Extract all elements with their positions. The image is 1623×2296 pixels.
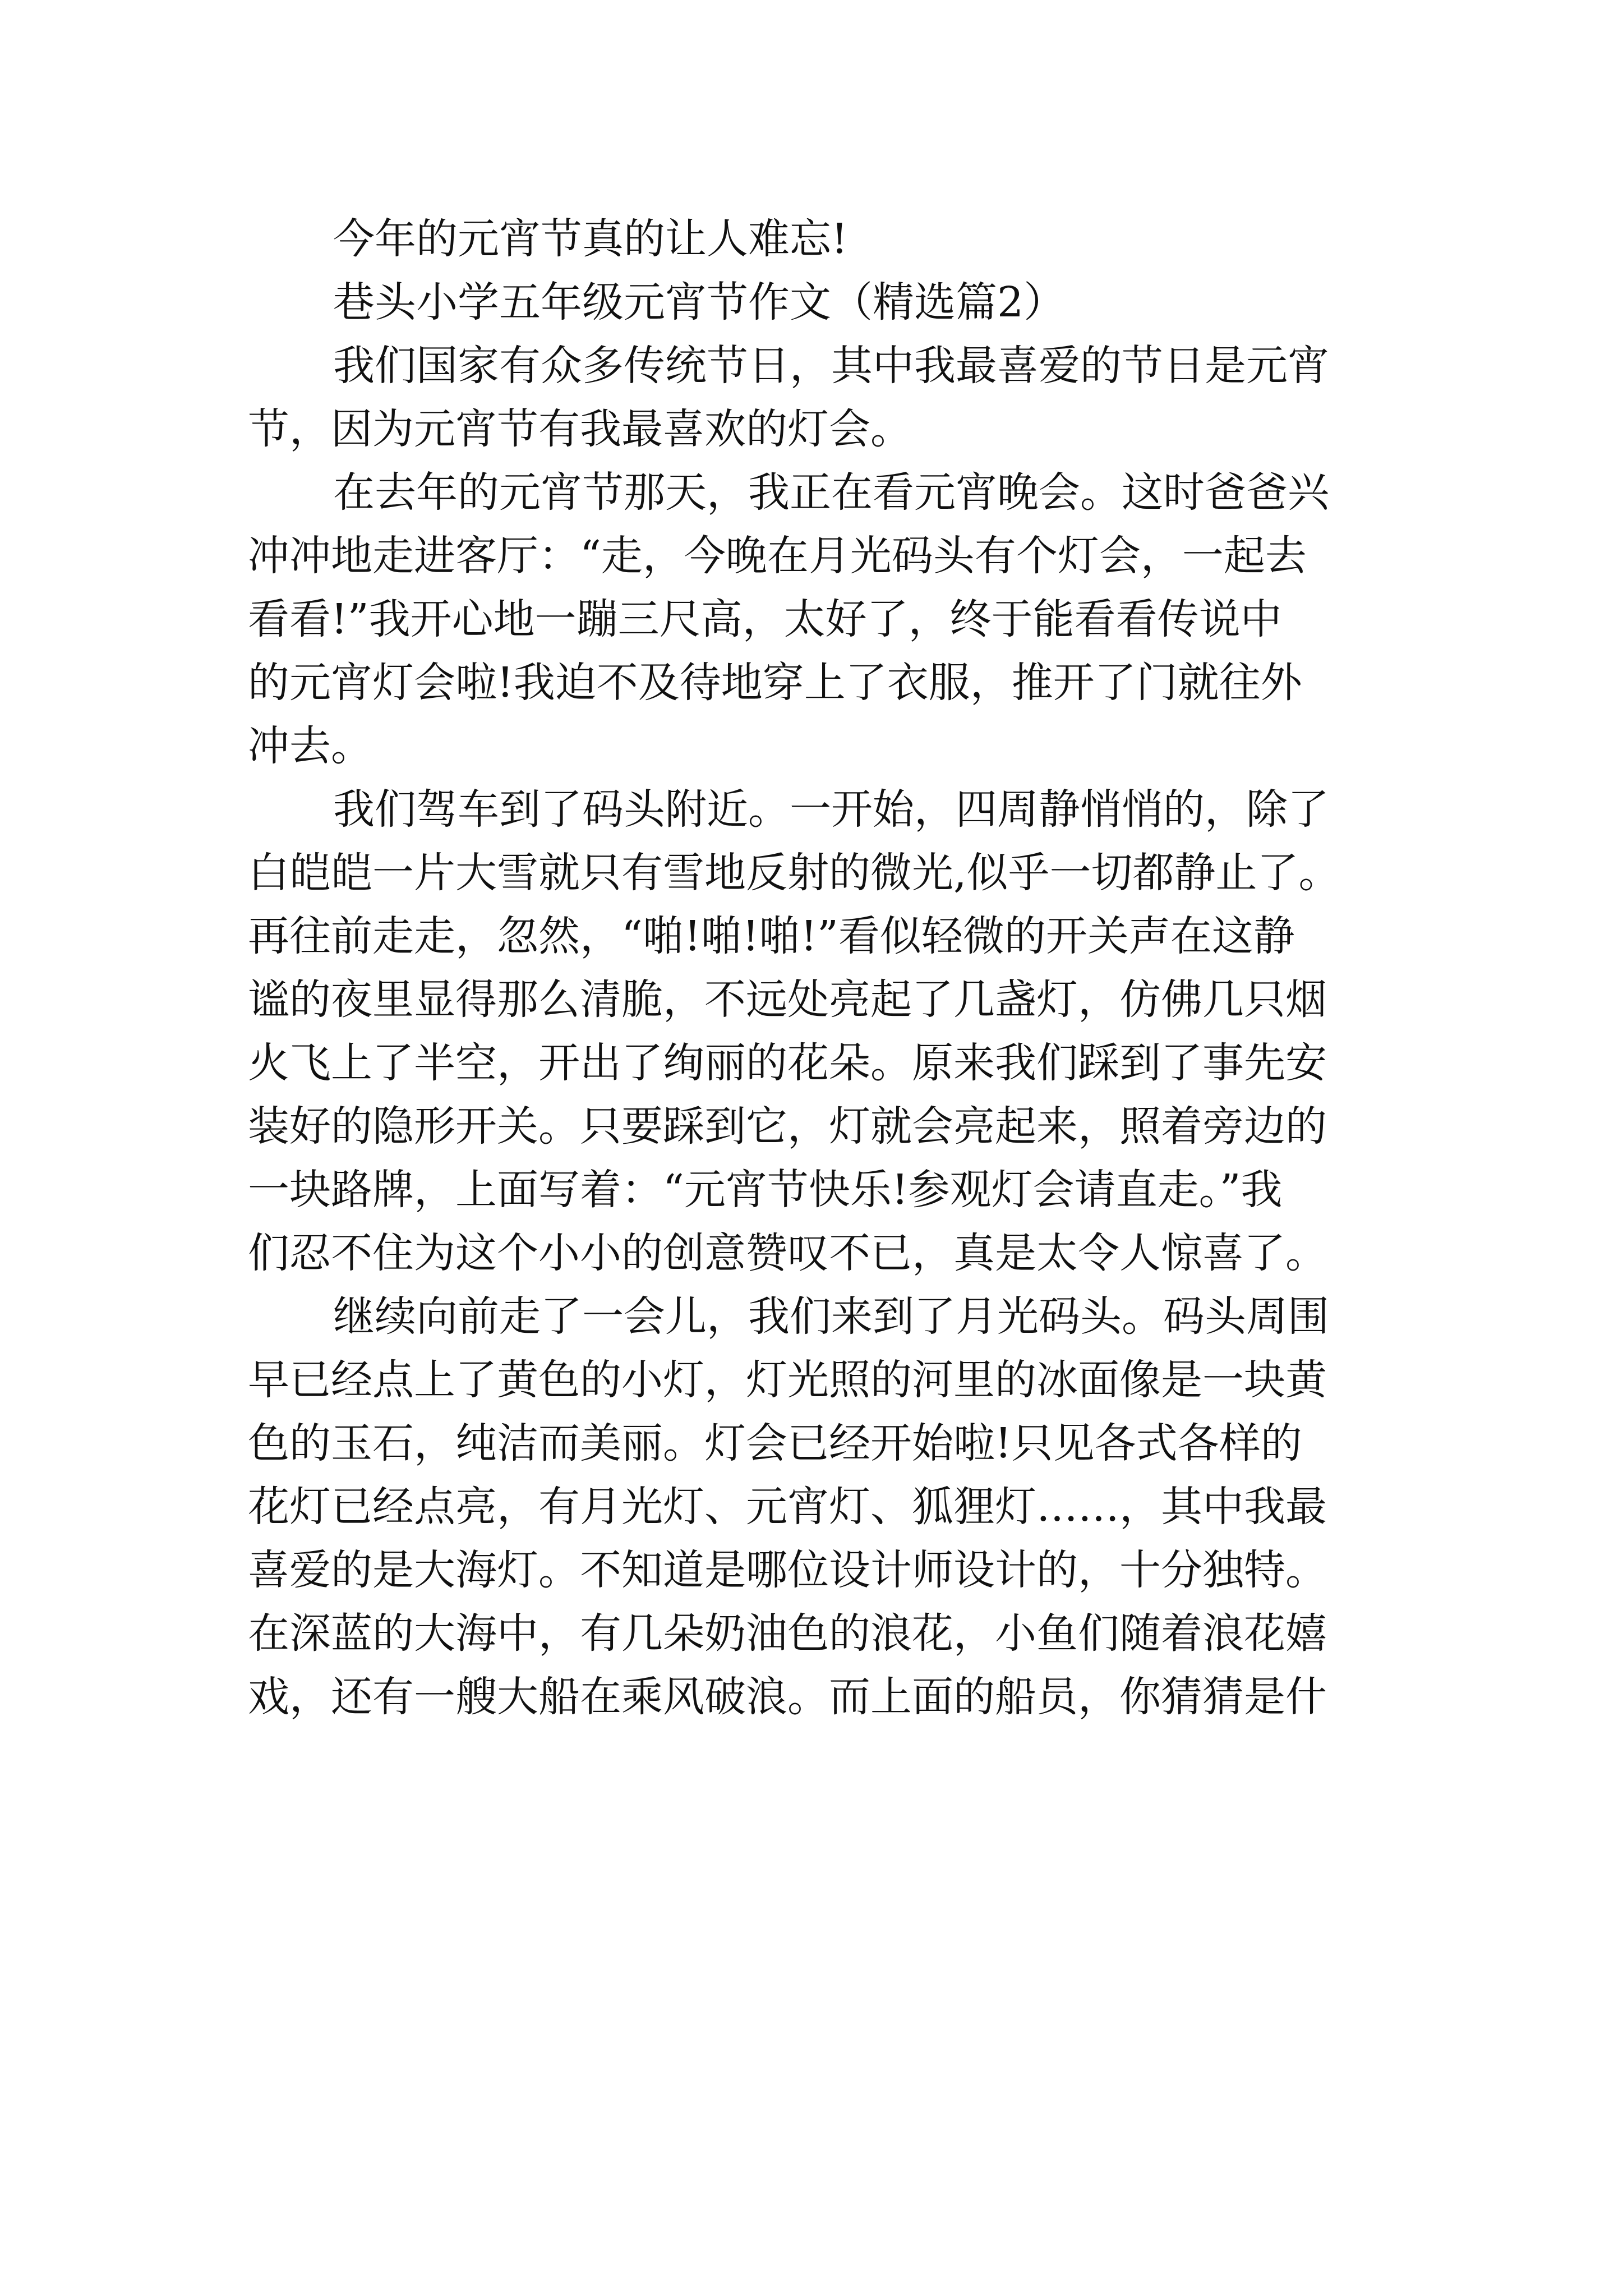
paragraph-line: 们忍不住为这个小小的创意赞叹不已，真是太令人惊喜了。: [248, 1229, 1327, 1277]
paragraph-line: 我们国家有众多传统节日，其中我最喜爱的节日是元宵: [333, 342, 1329, 390]
paragraph-line: 早已经点上了黄色的小灯，灯光照的河里的冰面像是一块黄: [248, 1356, 1327, 1404]
paragraph-line: 白皑皑一片大雪就只有雪地反射的微光,似乎一切都静止了。: [248, 849, 1340, 897]
paragraph-line: 一块路牌，上面写着：“元宵节快乐!参观灯会请直走。”我: [248, 1166, 1283, 1214]
paragraph-line: 谧的夜里显得那么清脆，不远处亮起了几盏灯，仿佛几只烟: [248, 976, 1327, 1024]
paragraph-line: 继续向前走了一会儿，我们来到了月光码头。码头周围: [333, 1292, 1329, 1341]
paragraph-line: 花灯已经点亮，有月光灯、元宵灯、狐狸灯……，其中我最: [248, 1483, 1327, 1531]
paragraph-line: 的元宵灯会啦!我迫不及待地穿上了衣服，推开了门就往外: [248, 659, 1302, 707]
paragraph-line: 装好的隐形开关。只要踩到它，灯就会亮起来，照着旁边的: [248, 1102, 1327, 1151]
paragraph-line: 我们驾车到了码头附近。一开始，四周静悄悄的，除了: [333, 785, 1329, 834]
paragraph-line: 火飞上了半空，开出了绚丽的花朵。原来我们踩到了事先安: [248, 1039, 1327, 1087]
section-title: 巷头小学五年级元宵节作文（精选篇2）: [333, 278, 1066, 326]
paragraph-line: 戏，还有一艘大船在乘风破浪。而上面的船员，你猜猜是什: [248, 1673, 1327, 1721]
paragraph-line: 在去年的元宵节那天，我正在看元宵晚会。这时爸爸兴: [333, 468, 1329, 517]
paragraph-line: 冲去。: [248, 722, 372, 770]
paragraph-line: 节，因为元宵节有我最喜欢的灯会。: [248, 405, 912, 453]
paragraph-line: 再往前走走，忽然，“啪!啪!啪!”看似轻微的开关声在这静: [248, 912, 1295, 960]
paragraph-line: 在深蓝的大海中，有几朵奶油色的浪花，小鱼们随着浪花嬉: [248, 1609, 1327, 1658]
essay-body: [248, 208, 1392, 1729]
paragraph-line: 冲冲地走进客厅：“走，今晚在月光码头有个灯会，一起去: [248, 532, 1307, 580]
paragraph-line: 喜爱的是大海灯。不知道是哪位设计师设计的，十分独特。: [248, 1546, 1327, 1594]
closing-line: 今年的元宵节真的让人难忘!: [333, 215, 848, 263]
paragraph-line: 看看!”我开心地一蹦三尺高，太好了，终于能看看传说中: [248, 595, 1282, 643]
paragraph-line: 色的玉石，纯洁而美丽。灯会已经开始啦!只见各式各样的: [248, 1419, 1302, 1467]
